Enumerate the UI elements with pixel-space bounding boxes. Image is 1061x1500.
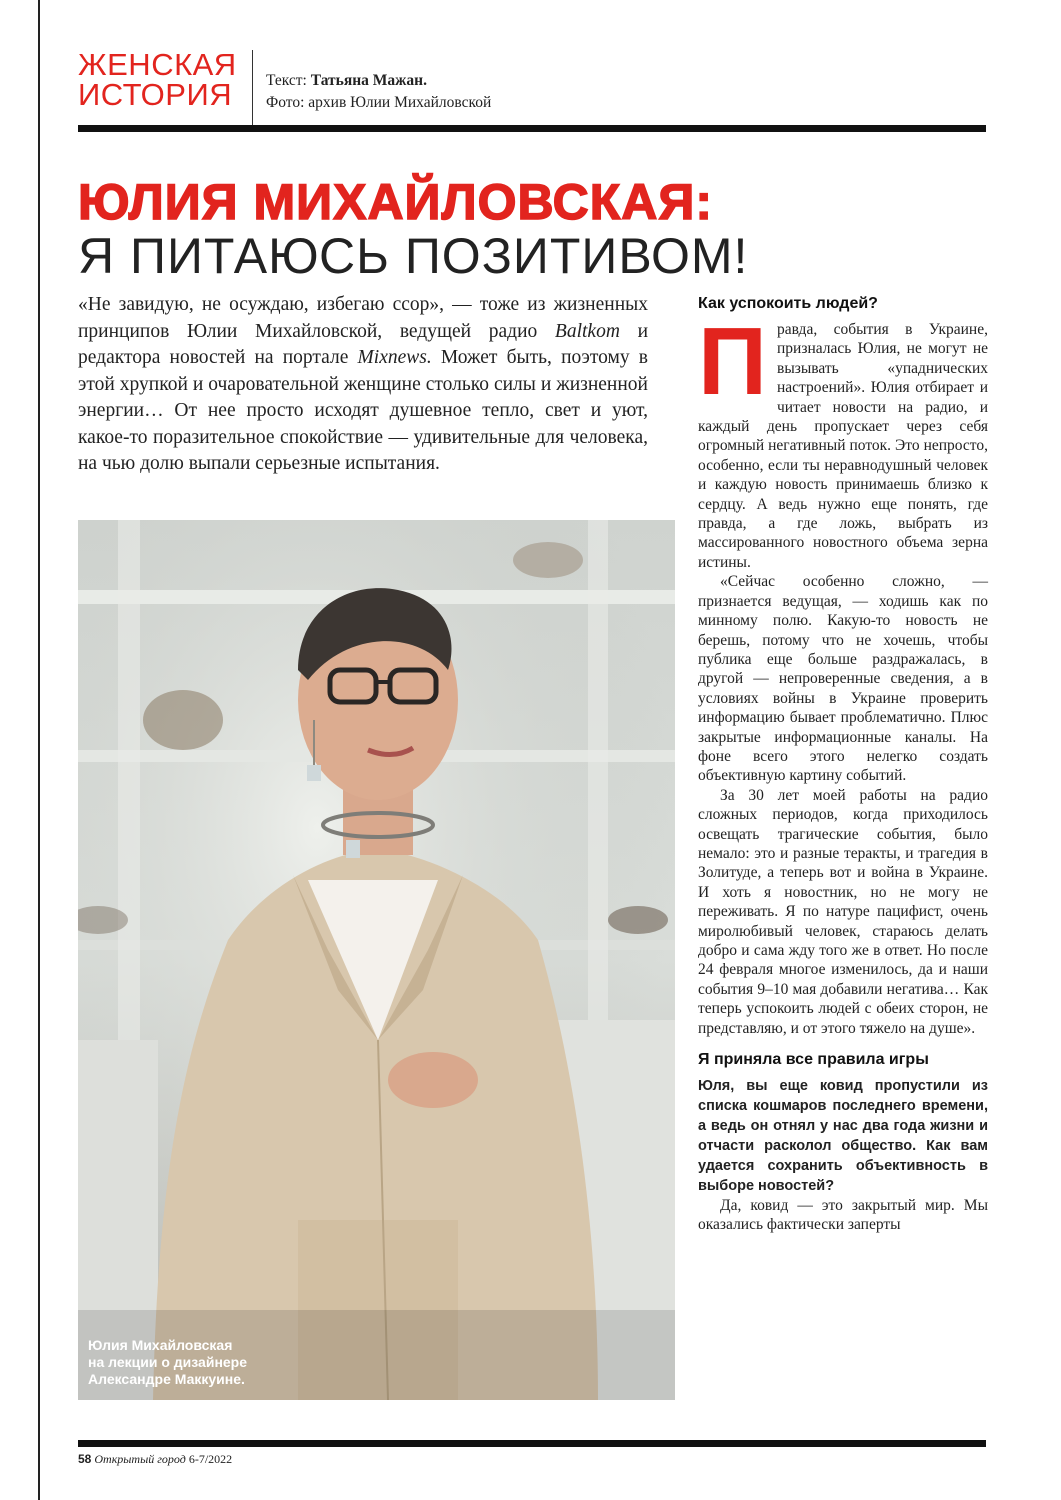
page-number: 58 [78, 1452, 92, 1466]
author-name: Татьяна Мажан. [310, 72, 427, 89]
author-label: Текст: [266, 72, 311, 89]
lead-text-3: Может быть, поэтому в этой хрупкой и очаровательной женщине столько силы и жизненной энергии… От нее просто исходят душевное тепло, свет и уют, какое-то поразительное спокойствие — удивительные для человека, на чью долю выпали серьезные испытания. [78, 347, 648, 474]
top-rule [78, 125, 986, 132]
headline-quote: Я ПИТАЮСЬ ПОЗИТИВОМ! [78, 228, 749, 284]
lead-paragraph [78, 292, 648, 478]
paragraph-1-text: равда, события в Украине, призналась Юлия, не могут не вызывать «упаднических настроений». Юлия отбирает и читает новости на радио, и каждый день пропускает через себя огромный негативный поток. Это непросто, особенно, если ты неравнодушный человек и каждую новость принимаешь близко к сердцу. А ведь нужно еще понять, где правда, а где ложь, выбрать из массированного новостного объема зерна истины. [698, 321, 988, 571]
photo-credit: Фото: архив Юлии Михайловской [266, 94, 492, 111]
article-column [698, 294, 988, 1235]
page-margin-rule [38, 0, 40, 1500]
lead-text-1: «Не завидую, не осуждаю, избегаю ссор», — тоже из жизненных принципов Юлии Михайловской, ведущей радио [78, 294, 648, 342]
section-heading-1: Как успокоить людей? [698, 295, 878, 312]
interview-question: Юля, вы еще ковид пропустили из списка кошмаров последнего времени, а ведь он отнял у нас два года жизни и отчасти расколол общество. Как вам удается сохранить объективность в выборе новостей? [698, 1078, 988, 1195]
rubric-line-2: ИСТОРИЯ [78, 77, 233, 112]
caption-line-2: на лекции о дизайнере [88, 1354, 248, 1370]
bottom-rule [78, 1440, 986, 1447]
drop-cap: П [698, 308, 767, 415]
credits [266, 70, 491, 114]
page-footer [78, 1452, 232, 1467]
paragraph-4: Да, ковид — это закрытый мир. Мы оказались фактически заперты [698, 1197, 988, 1234]
issue-number: 6-7/2022 [185, 1452, 233, 1466]
caption-line-1: Юлия Михайловская [88, 1337, 233, 1353]
portrait-photo [78, 520, 675, 1400]
paragraph-1 [698, 308, 988, 572]
headline [78, 174, 986, 282]
lead-brand-radio: Baltkom [554, 320, 620, 342]
paragraph-2: «Сейчас особенно сложно, — признается ведущая, — ходишь как по минному полю. Какую-то новость не берешь, потому что не хочешь, чтобы публика еще больше раздражалась, в другой — непроверенные сведения, а в условиях войны в Украине проверить информацию бывает проблематично. Плюс закрытые информационные каналы. На фоне всего этого нелегко создать объективную картину событий. [698, 573, 988, 785]
rubric-line-1: ЖЕНСКАЯ [78, 47, 237, 82]
rubric-divider [252, 50, 253, 125]
paragraph-3: За 30 лет моей работы на радио сложных периодов, когда приходилось освещать трагические события, было немало: это и разные теракты, и трагедия в Золитуде, а теперь вот и война в Украине. И хоть я новостник, но не могу не переживать. Я по натуре пацифист, очень миролюбивый человек, стараюсь делать добро и сама жду того же в ответ. Но после 24 февраля многое изменилось, да и наши события 9–10 мая добавили негатива… Как теперь успокоить людей с обеих сторон, не представляю, и от этого тяжело на душе». [698, 786, 988, 1037]
section-heading-2: Я приняла все правила игры [698, 1051, 929, 1069]
lead-text-2: и редактора новостей на портале [78, 320, 649, 368]
caption-line-3: Александре Маккуине. [88, 1371, 245, 1387]
section-rubric [78, 47, 238, 112]
author-credit [266, 70, 491, 92]
magazine-name: Открытый город [94, 1452, 186, 1466]
photo-caption [88, 1337, 247, 1388]
lead-brand-portal: Mixnews. [357, 347, 432, 368]
headline-name: ЮЛИЯ МИХАЙЛОВСКАЯ: [78, 174, 713, 230]
portrait-illustration [78, 520, 675, 1400]
